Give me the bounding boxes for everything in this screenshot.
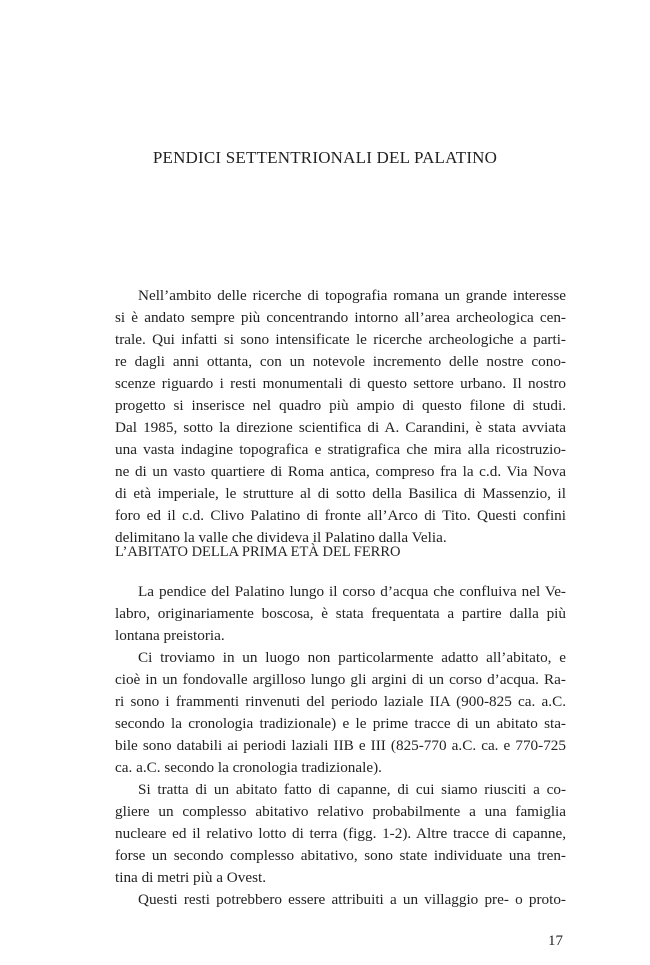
page-number: 17 <box>548 933 563 949</box>
text-line: forse un secondo complesso abitativo, sono state individuate una tren- <box>115 847 566 864</box>
text-line: re dagli anni ottanta, con un notevole incremento delle nostre cono- <box>115 353 566 370</box>
text-line: una vasta indagine topografica e stratigrafica che mira alla ricostruzio- <box>115 441 566 458</box>
text-line: Questi resti potrebbero essere attribuiti a un villaggio pre- o proto- <box>138 891 566 908</box>
text-line: ca. a.C. secondo la cronologia tradizionale). <box>115 759 382 776</box>
text-line: La pendice del Palatino lungo il corso d’acqua che confluiva nel Ve- <box>138 583 566 600</box>
text-line: si è andato sempre più concentrando intorno all’area archeologica cen- <box>115 309 566 326</box>
text-line: foro ed il c.d. Clivo Palatino di fronte all’Arco di Tito. Questi confini <box>115 507 566 524</box>
text-line: cioè in un fondovalle argilloso lungo gli argini di un corso d’acqua. Ra- <box>115 671 566 688</box>
text-line: lontana preistoria. <box>115 627 225 644</box>
text-line: Si tratta di un abitato fatto di capanne, di cui siamo riusciti a co- <box>138 781 566 798</box>
section-heading: L’ABITATO DELLA PRIMA ETÀ DEL FERRO <box>115 544 401 560</box>
page-title: PENDICI SETTENTRIONALI DEL PALATINO <box>152 148 498 167</box>
text-line: Ci troviamo in un luogo non particolarmente adatto all’abitato, e <box>138 649 566 666</box>
text-line: bile sono databili ai periodi laziali IIB e III (825-770 a.C. ca. e 770-725 <box>115 737 566 754</box>
text-line: Nell’ambito delle ricerche di topografia romana un grande interesse <box>138 287 566 304</box>
text-line: di età imperiale, le strutture al di sotto della Basilica di Massenzio, il <box>115 485 566 502</box>
text-line: labro, originariamente boscosa, è stata frequentata a partire dalla più <box>115 605 566 622</box>
text-line: ne di un vasto quartiere di Roma antica, compreso fra la c.d. Via Nova <box>115 463 566 480</box>
text-line: progetto si inserisce nel quadro più ampio di questo filone di studi. <box>115 397 566 414</box>
text-line: trale. Qui infatti si sono intensificate le ricerche archeologiche a parti- <box>115 331 566 348</box>
text-line: delimitano la valle che divideva il Palatino dalla Velia. <box>115 529 447 546</box>
text-line: nucleare ed il relativo lotto di terra (figg. 1-2). Altre tracce di capanne, <box>115 825 566 842</box>
text-line: scenze riguardo i resti monumentali di questo settore urbano. Il nostro <box>115 375 566 392</box>
text-line: ri sono i frammenti rinvenuti del periodo laziale IIA (900-825 ca. a.C. <box>115 693 566 710</box>
text-line: Dal 1985, sotto la direzione scientifica di A. Carandini, è stata avviata <box>115 419 566 436</box>
text-line: tina di metri più a Ovest. <box>115 869 266 886</box>
text-line: secondo la cronologia tradizionale) e le prime tracce di un abitato sta- <box>115 715 566 732</box>
text-line: gliere un complesso abitativo relativo probabilmente a una famiglia <box>115 803 566 820</box>
